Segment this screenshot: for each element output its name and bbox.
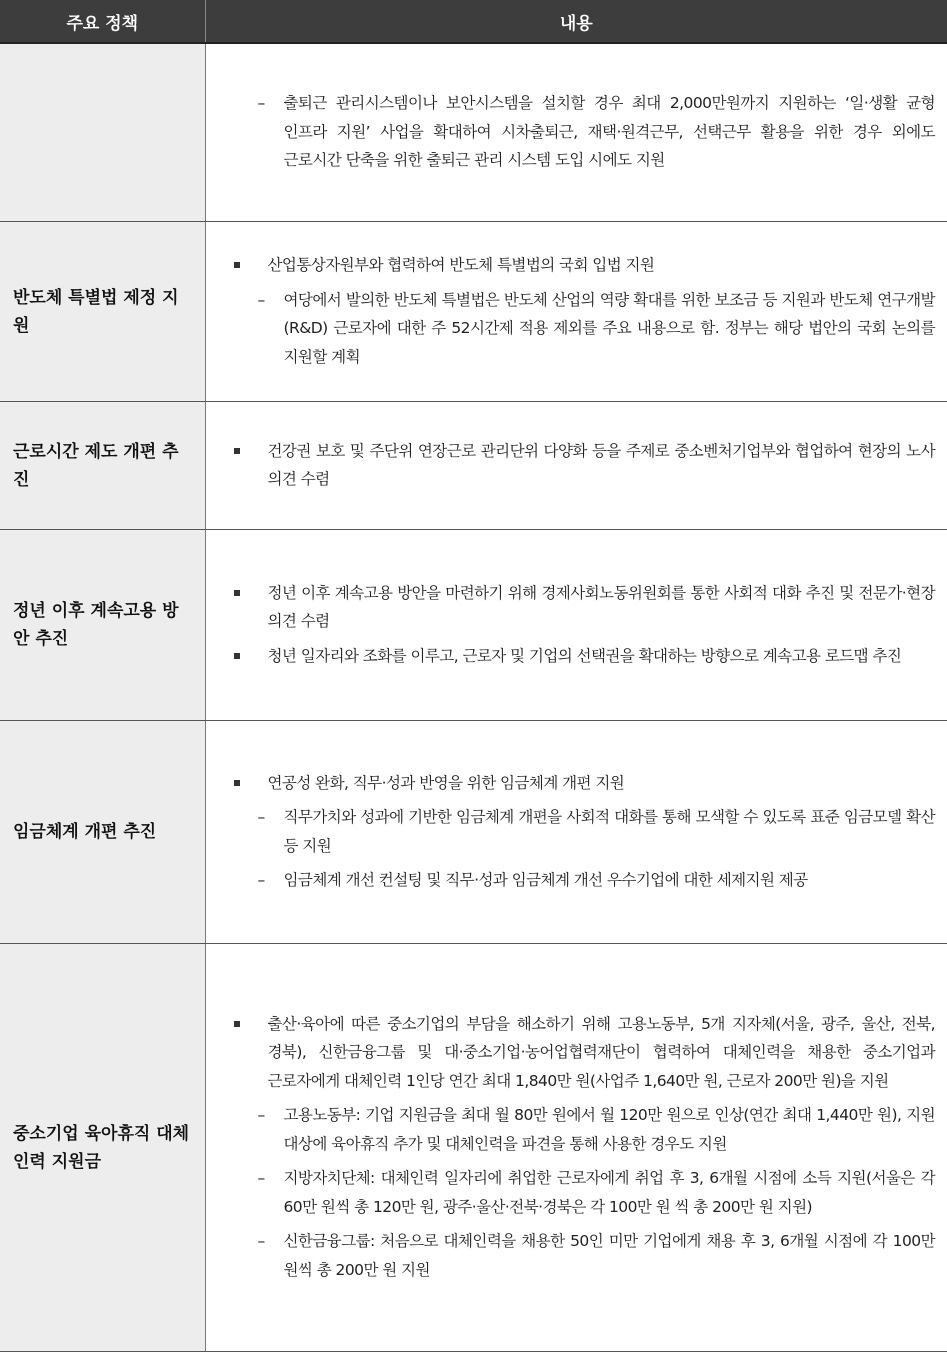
- policy-cell: 정년 이후 계속고용 방안 추진: [0, 530, 205, 721]
- dash-item: – 임금체계 개선 컨설팅 및 직무·성과 임금체계 개선 우수기업에 대한 세제지원 제공: [228, 866, 936, 895]
- dash-item: – 직무가치와 성과에 기반한 임금체계 개편을 사회적 대화를 통해 모색할 수 있도록 표준 임금모델 확산 등 지원: [228, 803, 936, 860]
- table-header-row: [0, 0, 947, 43]
- table-row: [0, 222, 947, 402]
- policy-cell: 임금체계 개편 추진: [0, 721, 205, 944]
- dash-item: – 여당에서 발의한 반도체 특별법은 반도체 산업의 역량 확대를 위한 보조금 등 지원과 반도체 연구개발(R&D) 근로자에 대한 주 52시간제 적용 제외를 주요 내용으로 함. 정부는 해당 법안의 국회 논의를 지원할 계획: [228, 286, 936, 372]
- bullet-item: 건강권 보호 및 주단위 연장근로 관리단위 다양화 등을 주제로 중소벤처기업부와 협업하여 현장의 노사 의견 수렴: [228, 437, 936, 494]
- header-content: 내용: [205, 0, 947, 43]
- table-row: [0, 43, 947, 222]
- content-cell: [205, 222, 947, 402]
- policy-cell: [0, 43, 205, 222]
- table-row: [0, 530, 947, 721]
- policy-cell: 중소기업 육아휴직 대체인력 지원금: [0, 944, 205, 1352]
- bullet-item: 출산·육아에 따른 중소기업의 부담을 해소하기 위해 고용노동부, 5개 지자체(서울, 광주, 울산, 전북, 경북), 신한금융그룹 및 대·중소기업·농어업협력재단이 협력하여 대체인력을 채용한 중소기업과 근로자에게 대체인력 1인당 연간 최대 1,840만 원(사업주 1,640만 원, 근로자 200만 원)을 지원: [228, 1010, 936, 1096]
- header-policy: 주요 정책: [0, 0, 205, 43]
- dash-item: – 지방자치단체: 대체인력 일자리에 취업한 근로자에게 취업 후 3, 6개월 시점에 소득 지원(서울은 각 60만 원씩 총 120만 원, 광주·울산·전북·경북은 각 100만 원 씩 총 200만 원 지원): [228, 1164, 936, 1221]
- bullet-item: 청년 일자리와 조화를 이루고, 근로자 및 기업의 선택권을 확대하는 방향으로 계속고용 로드맵 추진: [228, 642, 936, 671]
- bullet-item: 산업통상자원부와 협력하여 반도체 특별법의 국회 입법 지원: [228, 251, 936, 280]
- content-cell: [205, 43, 947, 222]
- table-row: [0, 402, 947, 530]
- dash-item: – 신한금융그룹: 처음으로 대체인력을 채용한 50인 미만 기업에게 채용 후 3, 6개월 시점에 각 100만 원씩 총 200만 원 지원: [228, 1227, 936, 1284]
- bullet-item: 정년 이후 계속고용 방안을 마련하기 위해 경제사회노동위원회를 통한 사회적 대화 추진 및 전문가·현장 의견 수렴: [228, 579, 936, 636]
- content-cell: [205, 944, 947, 1352]
- dash-item: – 출퇴근 관리시스템이나 보안시스템을 설치할 경우 최대 2,000만원까지 지원하는 ‘일·생활 균형 인프라 지원’ 사업을 확대하여 시차출퇴근, 재택·원격근무, 선택근무 활용을 위한 경우 외에도 근로시간 단축을 위한 출퇴근 관리 시스템 도입 시에도 지원: [228, 89, 936, 175]
- policy-cell: 근로시간 제도 개편 추진: [0, 402, 205, 530]
- policy-cell: 반도체 특별법 제정 지원: [0, 222, 205, 402]
- content-cell: [205, 530, 947, 721]
- table-row: [0, 721, 947, 944]
- content-cell: [205, 721, 947, 944]
- dash-item: – 고용노동부: 기업 지원금을 최대 월 80만 원에서 월 120만 원으로 인상(연간 최대 1,440만 원), 지원 대상에 육아휴직 추가 및 대체인력을 파견을 통해 사용한 경우도 지원: [228, 1101, 936, 1158]
- bullet-item: 연공성 완화, 직무·성과 반영을 위한 임금체계 개편 지원: [228, 769, 936, 798]
- content-cell: [205, 402, 947, 530]
- table-row: [0, 944, 947, 1352]
